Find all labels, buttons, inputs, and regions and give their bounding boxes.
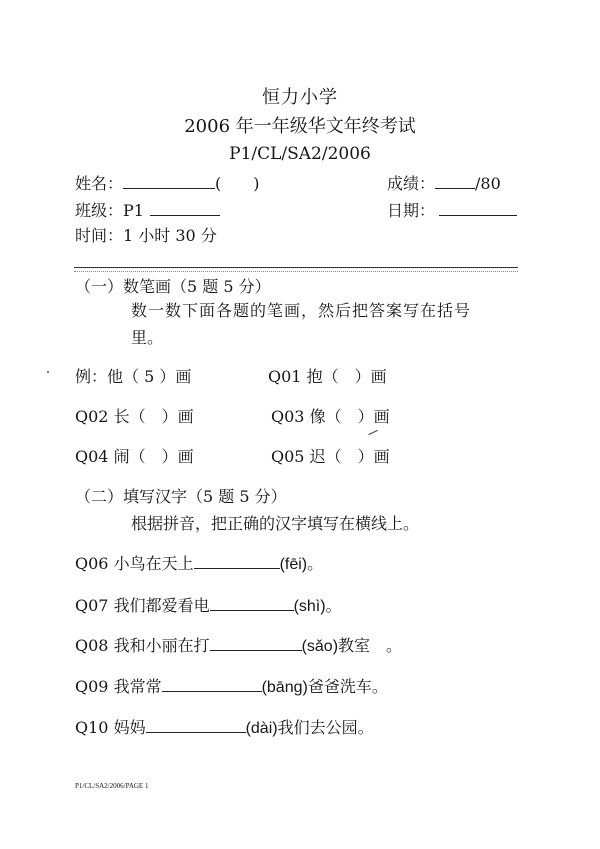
q10-prefix: Q10 妈妈: [75, 718, 146, 737]
question-q04[interactable]: Q04 闹（ ）画: [75, 447, 194, 466]
class-label: 班级：: [75, 201, 124, 220]
q06-pinyin: (fēi): [279, 556, 308, 573]
q06-suffix: 。: [307, 554, 324, 573]
time-label: 时间：: [75, 226, 124, 245]
q07-prefix: Q07 我们都爱看电: [75, 596, 210, 615]
divider-line-shadow: [74, 271, 518, 272]
question-q07: [75, 598, 342, 615]
time-value: 1 小时 30 分: [123, 226, 217, 245]
question-q03[interactable]: Q03 像（ ）画: [271, 407, 390, 426]
question-q02[interactable]: Q02 长（ ）画: [75, 407, 194, 426]
scan-speck: [47, 371, 49, 373]
page-footer: P1/CL/SA2/2006/PAGE 1: [75, 782, 149, 790]
pencil-mark: [368, 430, 377, 435]
q09-pinyin: (bāng): [261, 679, 308, 696]
divider-line: [74, 267, 518, 268]
q06-prefix: Q06 小鸟在天上: [75, 554, 194, 573]
example-item: 例：他（ 5 ）画: [75, 367, 192, 386]
question-q09: [75, 679, 388, 696]
name-label: 姓名：: [75, 174, 124, 193]
q07-suffix: 。: [325, 596, 342, 615]
score-total: /80: [475, 174, 501, 193]
q10-suffix: 我们去公园。: [277, 718, 374, 737]
q10-pinyin: (dài): [245, 720, 278, 737]
name-row: [75, 176, 260, 192]
section2-instruction: 根据拼音，把正确的汉字填写在横线上。: [131, 514, 420, 533]
q08-answer-blank[interactable]: [210, 650, 302, 651]
question-q05[interactable]: Q05 迟（ ）画: [271, 447, 390, 466]
q06-answer-blank[interactable]: [194, 568, 280, 569]
exam-title: 2006 年一年级华文年终考试: [184, 116, 416, 137]
date-label: 日期：: [387, 201, 436, 220]
q08-prefix: Q08 我和小丽在打: [75, 636, 210, 655]
section2-heading: （二）填写汉字（5 题 5 分）: [75, 487, 287, 506]
q10-answer-blank[interactable]: [146, 732, 246, 733]
q08-suffix: 教室 。: [338, 636, 403, 655]
class-value: P1: [123, 201, 144, 220]
exam-code: P1/CL/SA2/2006: [229, 144, 371, 164]
question-q10: [75, 720, 374, 737]
name-paren: ( ): [215, 174, 260, 193]
score-blank[interactable]: [435, 188, 475, 189]
question-q01[interactable]: Q01 抱（ ）画: [268, 367, 387, 386]
q07-answer-blank[interactable]: [210, 610, 294, 611]
question-q06: [75, 556, 323, 573]
q09-answer-blank[interactable]: [162, 691, 262, 692]
q07-pinyin: (shì): [293, 598, 326, 615]
q08-pinyin: (sǎo): [301, 638, 339, 655]
q09-suffix: 爸爸洗车。: [307, 677, 388, 696]
time-row: [75, 228, 217, 244]
section1-instruction-line2: 里。: [131, 328, 164, 347]
section1-instruction-line1: 数一数下面各题的笔画，然后把答案写在括号: [131, 301, 472, 320]
date-row: [387, 203, 517, 219]
score-row: [387, 176, 501, 192]
date-blank[interactable]: [439, 215, 517, 216]
class-row: [75, 203, 220, 219]
school-name: 恒力小学: [262, 87, 338, 108]
score-label: 成绩：: [387, 174, 436, 193]
question-q08: [75, 638, 402, 655]
name-blank[interactable]: [123, 188, 215, 189]
q09-prefix: Q09 我常常: [75, 677, 162, 696]
section1-heading: （一）数笔画（5 题 5 分）: [75, 277, 271, 296]
class-blank[interactable]: [150, 215, 220, 216]
